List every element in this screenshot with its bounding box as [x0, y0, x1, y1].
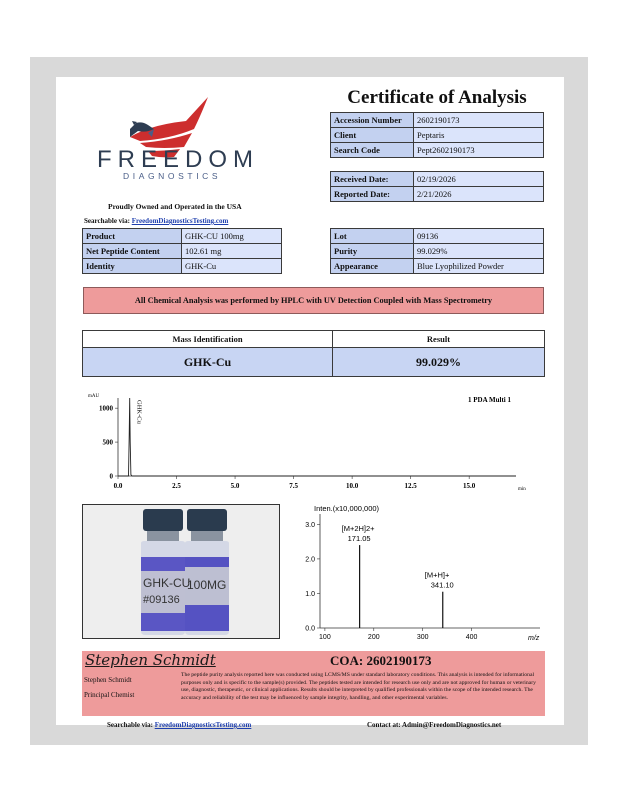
accession-label: Accession Number: [331, 113, 414, 128]
footer-searchable-link[interactable]: FreedomDiagnosticsTesting.com: [154, 721, 252, 729]
result-value: 99.029%: [333, 348, 545, 377]
mass-id-header: Mass Identification: [83, 331, 333, 348]
client-label: Client: [331, 128, 414, 143]
mass-id-value: GHK-Cu: [83, 348, 333, 377]
brand-subtitle: DIAGNOSTICS: [123, 171, 222, 181]
ms-xlabel: m/z: [528, 635, 540, 642]
tagline: Proudly Owned and Operated in the USA: [108, 202, 242, 211]
mass-spectrum: [300, 502, 552, 642]
purity-value: 99.029%: [414, 244, 544, 259]
footer-searchable: [107, 721, 251, 729]
accession-value: 2602190173: [414, 113, 544, 128]
dates-table: [330, 171, 544, 202]
table-row: [331, 172, 544, 187]
reported-value: 2/21/2026: [414, 187, 544, 202]
ms-y-tick-label: 1.0: [305, 590, 315, 598]
footer-contact-label: Contact at:: [367, 721, 401, 729]
ms-y-tick-label: 0.0: [305, 625, 315, 633]
ms-peak-ion-label: [M+H]+: [424, 570, 450, 580]
search-code-value: Pept2602190173: [414, 143, 544, 158]
chromatogram-trace: [118, 398, 516, 476]
received-label: Received Date:: [331, 172, 414, 187]
table-row: [331, 229, 544, 244]
hplc-x-tick-label: 2.5: [172, 482, 181, 490]
vial-photo: [82, 504, 280, 639]
lot-value: 09136: [414, 229, 544, 244]
signature: Stephen Schmidt: [85, 651, 216, 669]
brand-name: FREEDOM: [97, 146, 259, 173]
vial-label-dose: 100MG: [187, 578, 227, 592]
hplc-xlabel: min: [518, 487, 526, 492]
searchable-link[interactable]: FreedomDiagnosticsTesting.com: [131, 217, 229, 225]
table-row: [83, 259, 282, 274]
table-row: [331, 113, 544, 128]
appearance-label: Appearance: [331, 259, 414, 274]
result-header: Result: [333, 331, 545, 348]
lot-table: [330, 228, 544, 274]
ms-x-tick-label: 300: [416, 634, 429, 641]
search-code-label: Search Code: [331, 143, 414, 158]
hplc-x-tick-label: 15.0: [463, 482, 476, 490]
ms-x-tick-label: 200: [367, 634, 380, 641]
ms-peak-mz-label: 341.10: [430, 580, 454, 590]
mass-identification-table: [82, 330, 545, 377]
hplc-x-tick-label: 10.0: [345, 482, 359, 490]
coa-number: COA: 2602190173: [330, 653, 432, 668]
table-row: [331, 187, 544, 202]
signer-name: Stephen Schmidt: [84, 676, 132, 684]
hplc-peak-label: GHK-Cu: [135, 400, 143, 424]
appearance-value: Blue Lyophilized Powder: [414, 259, 544, 274]
page-title: Certificate of Analysis: [347, 87, 527, 108]
received-value: 02/19/2026: [414, 172, 544, 187]
table-row: [331, 244, 544, 259]
vial-label-lot: #09136: [143, 594, 180, 606]
purity-label: Purity: [331, 244, 414, 259]
hplc-title: 1 PDA Multi 1: [468, 396, 511, 404]
ms-y-tick-label: 2.0: [305, 556, 315, 564]
table-row: [331, 259, 544, 274]
method-banner: All Chemical Analysis was performed by HPLC with UV Detection Coupled with Mass Spectrometry: [83, 287, 544, 314]
table-row: [83, 244, 282, 259]
product-table: [82, 228, 282, 274]
vial-label-product: GHK-CU: [143, 576, 191, 590]
reported-label: Reported Date:: [331, 187, 414, 202]
hplc-x-tick-label: 12.5: [404, 482, 417, 490]
table-row: [83, 229, 282, 244]
record-table: [330, 112, 544, 158]
hplc-x-tick-label: 7.5: [289, 482, 298, 490]
ms-y-tick-label: 3.0: [305, 521, 315, 529]
table-row: [83, 331, 545, 348]
footer-contact: [367, 721, 501, 729]
table-row: [331, 143, 544, 158]
ms-x-tick-label: 100: [319, 634, 331, 641]
disclaimer-text: The peptide purity analysis reported here was conducted using LCMS/MS under standard laboratory conditions. This analysis is intended for informational purposes only and is specific to the sample(s) provided. The peptides tested are intended for research use only and are not approved for human or veterinary use, diagnostic, therapeutic, or clinical applications. Results should be interpreted by qualified professionals within the scope of the intended research. The accuracy and reliability of the test may be influenced by sample integrity, handling, and other experimental variables.: [181, 672, 536, 701]
hplc-x-tick-label: 0.0: [113, 482, 123, 490]
identity-label: Identity: [83, 259, 182, 274]
hplc-y-tick-label: 0: [109, 472, 113, 481]
table-row: [83, 348, 545, 377]
hplc-y-tick-label: 500: [102, 438, 113, 447]
net-content-label: Net Peptide Content: [83, 244, 182, 259]
hplc-ylabel: mAU: [88, 394, 100, 399]
signer-role: Principal Chemist: [84, 691, 135, 699]
net-content-value: 102.61 mg: [182, 244, 282, 259]
footer-searchable-label: Searchable via:: [107, 721, 153, 729]
ms-x-tick-label: 400: [465, 634, 478, 641]
footer-contact-email[interactable]: Admin@FreedomDiagnostics.net: [402, 721, 502, 729]
hplc-x-tick-label: 5.0: [230, 482, 240, 490]
product-value: GHK-CU 100mg: [182, 229, 282, 244]
hplc-chromatogram: [86, 390, 526, 495]
table-row: [331, 128, 544, 143]
ms-peak-ion-label: [M+2H]2+: [341, 524, 375, 534]
product-label: Product: [83, 229, 182, 244]
searchable-label: Searchable via:: [84, 217, 130, 225]
client-value: Peptaris: [414, 128, 544, 143]
searchable-line: [84, 217, 228, 225]
vials-image: [83, 505, 280, 639]
lot-label: Lot: [331, 229, 414, 244]
ms-ylabel: Inten.(x10,000,000): [314, 504, 380, 513]
hplc-y-tick-label: 1000: [99, 404, 113, 413]
ms-peak-mz-label: 171.05: [347, 534, 371, 544]
identity-value: GHK-Cu: [182, 259, 282, 274]
